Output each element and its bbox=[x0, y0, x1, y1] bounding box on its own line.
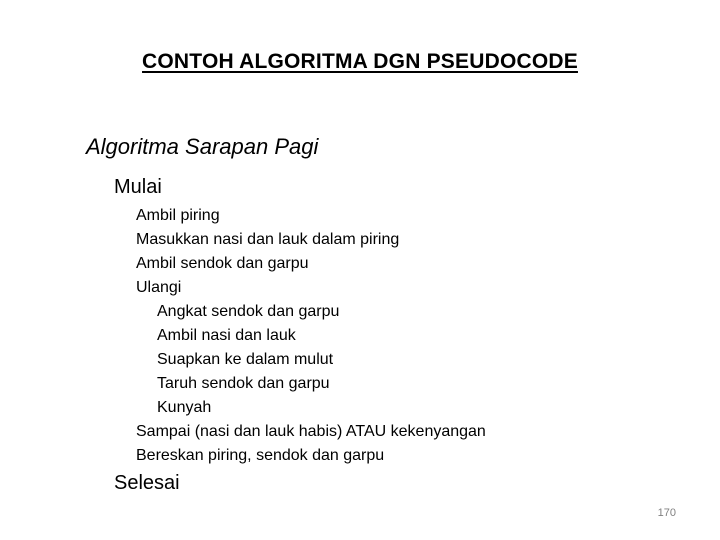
loop-step-line: Kunyah bbox=[157, 399, 212, 416]
algorithm-name: Algoritma Sarapan Pagi bbox=[86, 134, 319, 159]
loop-start-line: Ulangi bbox=[136, 279, 182, 296]
slide-title: CONTOH ALGORITMA DGN PSEUDOCODE bbox=[142, 50, 578, 73]
step-line: Ambil sendok dan garpu bbox=[136, 255, 309, 272]
start-keyword: Mulai bbox=[114, 176, 162, 198]
step-line: Ambil piring bbox=[136, 207, 220, 224]
loop-end-line: Sampai (nasi dan lauk habis) ATAU kekenyangan bbox=[136, 423, 486, 440]
loop-step-line: Suapkan ke dalam mulut bbox=[157, 351, 334, 368]
step-line: Masukkan nasi dan lauk dalam piring bbox=[136, 231, 400, 248]
loop-step-line: Angkat sendok dan garpu bbox=[157, 303, 340, 320]
step-line: Bereskan piring, sendok dan garpu bbox=[136, 447, 385, 464]
loop-step-line: Ambil nasi dan lauk bbox=[157, 327, 296, 344]
page-number: 170 bbox=[657, 507, 676, 519]
end-keyword: Selesai bbox=[114, 472, 180, 494]
pseudocode-steps bbox=[136, 204, 486, 468]
loop-step-line: Taruh sendok dan garpu bbox=[157, 375, 330, 392]
